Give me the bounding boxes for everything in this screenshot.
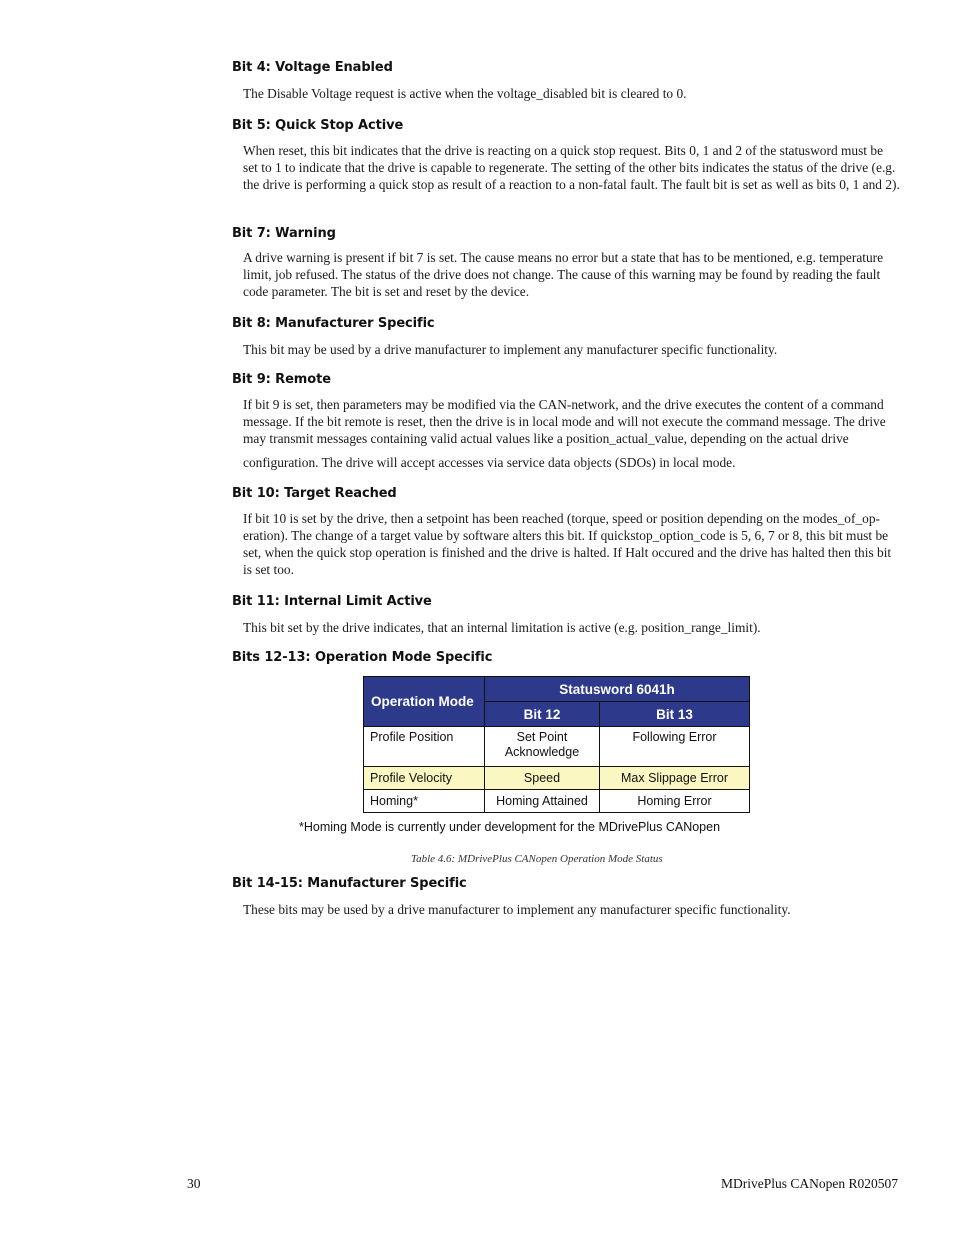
heading-bits14-15: Bit 14-15: Manufacturer Specific <box>232 876 467 891</box>
heading-bit10: Bit 10: Target Reached <box>232 486 397 501</box>
heading-bit5: Bit 5: Quick Stop Active <box>232 118 404 133</box>
cell-bit13: Homing Error <box>600 790 750 813</box>
paragraph-bit10: If bit 10 is set by the drive, then a setpoint has been reached (torque, speed or position depending on the modes_of_op-eration). The change of a target value by software alters this bit. If quickstop_option_code is 5, 6, 7 or 8, this bit must be set, when the quick stop operation is finished and the drive is halted. If Halt occured and the drive has halted then this bit is set too. <box>243 511 892 577</box>
cell-bit12: Speed <box>485 767 600 790</box>
table-row <box>364 767 750 790</box>
table-row <box>364 790 750 813</box>
paragraph-bit9: If bit 9 is set, then parameters may be modified via the CAN-network, and the drive executes the content of a command message. If the bit remote is reset, then the drive is in local mode and will not execute the command message. The drive may transmit messages containing valid actual values like a position_actual_value, depending on the actual drive <box>243 397 886 446</box>
page-number: 30 <box>187 1176 201 1191</box>
paragraph-bit11: This bit set by the drive indicates, that an internal limitation is active (e.g. position_range_limit). <box>243 620 761 635</box>
heading-bit7: Bit 7: Warning <box>232 226 336 241</box>
paragraph-bit5: When reset, this bit indicates that the drive is reacting on a quick stop request. Bits 0, 1 and 2 of the statusword must be set to 1 to indicate that the drive is capable to regenerate. The setting of the other bits indicates the status of the drive (e.g. the drive is performing a quick stop as result of a reaction to a non-fatal fault. The fault bit is set as well as bits 0, 1 and 2). <box>243 143 900 192</box>
paragraph-bit9-continued: configuration. The drive will accept accesses via service data objects (SDOs) in local mode. <box>243 455 736 470</box>
header-bit12: Bit 12 <box>485 702 600 727</box>
heading-bit9: Bit 9: Remote <box>232 372 331 387</box>
heading-bit8: Bit 8: Manufacturer Specific <box>232 316 435 331</box>
operation-mode-table <box>363 676 750 813</box>
table-footnote: *Homing Mode is currently under development for the MDrivePlus CANopen <box>299 820 721 834</box>
header-operation-mode: Operation Mode <box>364 677 485 727</box>
cell-bit13: Following Error <box>600 727 750 767</box>
cell-mode: Homing* <box>364 790 485 813</box>
cell-mode: Profile Velocity <box>364 767 485 790</box>
cell-bit12: Set Point Acknowledge <box>485 727 600 767</box>
cell-mode: Profile Position <box>364 727 485 767</box>
heading-bits12-13: Bits 12-13: Operation Mode Specific <box>232 650 493 665</box>
table-caption: Table 4.6: MDrivePlus CANopen Operation Mode Status <box>411 853 663 865</box>
header-bit13: Bit 13 <box>600 702 750 727</box>
heading-bit11: Bit 11: Internal Limit Active <box>232 594 432 609</box>
paragraph-bits14-15: These bits may be used by a drive manufacturer to implement any manufacturer specific functionality. <box>243 902 791 917</box>
paragraph-bit8: This bit may be used by a drive manufacturer to implement any manufacturer specific functionality. <box>243 342 778 357</box>
table-row <box>364 727 750 767</box>
paragraph-bit4: The Disable Voltage request is active when the voltage_disabled bit is cleared to 0. <box>243 86 687 101</box>
document-id: MDrivePlus CANopen R020507 <box>720 1176 898 1191</box>
cell-bit12: Homing Attained <box>485 790 600 813</box>
cell-bit13: Max Slippage Error <box>600 767 750 790</box>
heading-bit4: Bit 4: Voltage Enabled <box>232 60 393 75</box>
table-header-row <box>364 677 750 702</box>
header-statusword: Statusword 6041h <box>485 677 750 702</box>
paragraph-bit7: A drive warning is present if bit 7 is set. The cause means no error but a state that has to be mentioned, e.g. temperature limit, job refused. The status of the drive does not change. The cause of this warning may be found by reading the fault code parameter. The bit is set and reset by the device. <box>243 250 884 299</box>
